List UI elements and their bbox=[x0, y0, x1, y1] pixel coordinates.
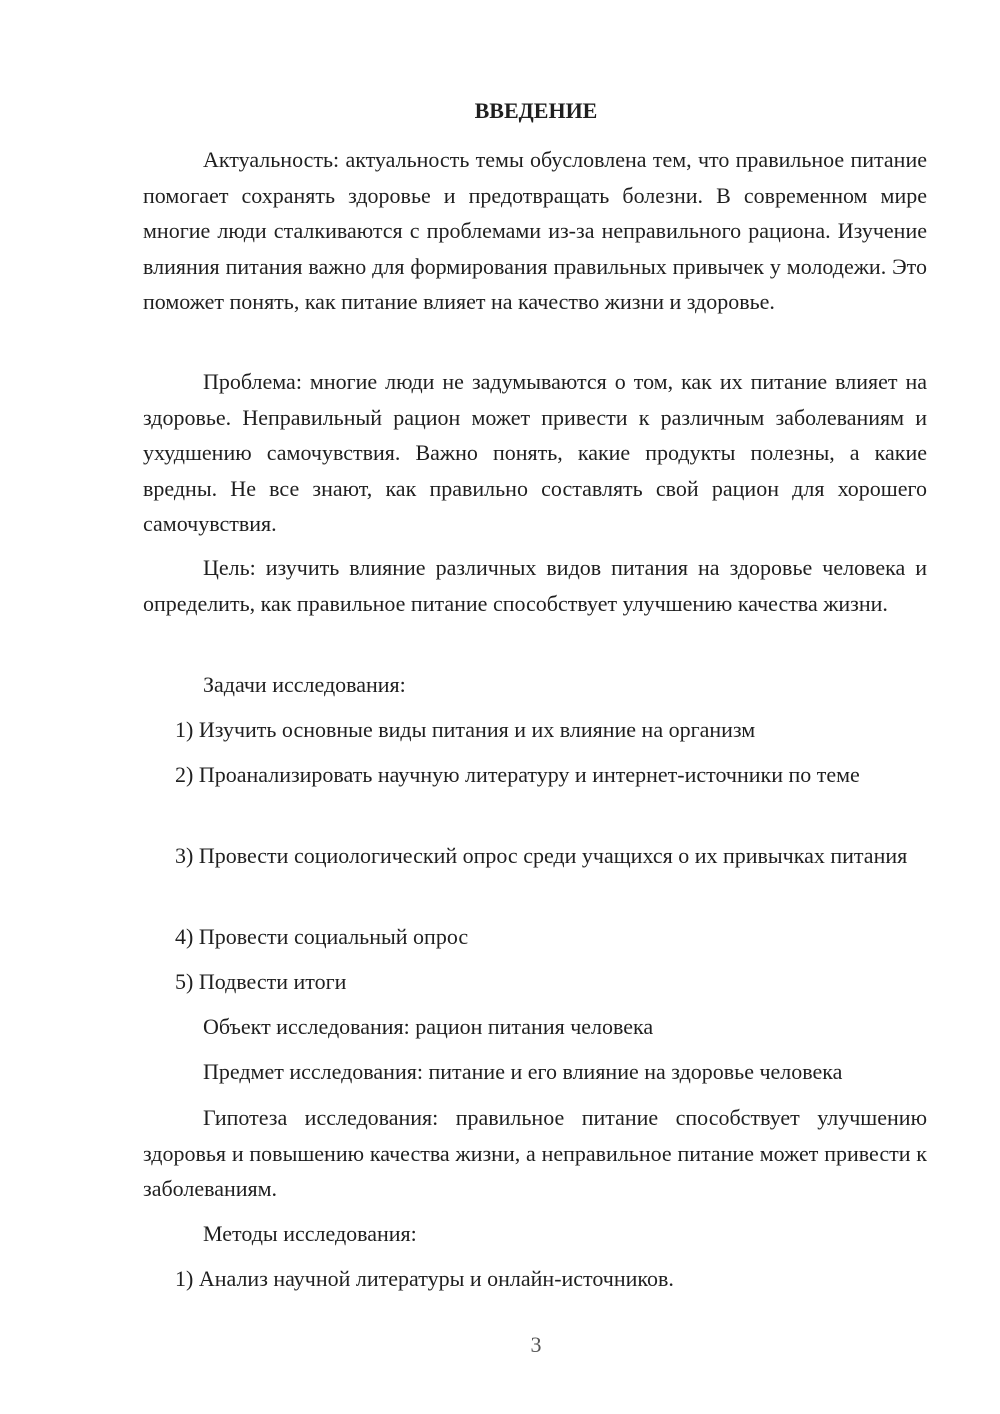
methods-heading: Методы исследования: bbox=[203, 1221, 417, 1246]
tasks-heading: Задачи исследования: bbox=[203, 672, 406, 697]
task-item-2: 2) Проанализировать научную литературу и интернет-источники по теме bbox=[175, 762, 860, 787]
task-item-5: 5) Подвести итоги bbox=[175, 969, 347, 994]
page-title: ВВЕДЕНИЕ bbox=[474, 98, 598, 123]
object-line: Объект исследования: рацион питания человека bbox=[203, 1014, 654, 1039]
goal-paragraph: Цель: изучить влияние различных видов питания на здоровье человека и определить, как правильное питание способствует улучшению качества жизни. bbox=[143, 555, 927, 616]
relevance-paragraph: Актуальность: актуальность темы обусловлена тем, что правильное питание помогает сохранять здоровье и предотвращать болезни. В современном мире многие люди сталкиваются с проблемами из-за неправильного рациона. Изучение влияния питания важно для формирования правильных привычек у молодежи. Это поможет понять, как питание влияет на качество жизни и здоровье. bbox=[143, 147, 927, 314]
task-item-1: 1) Изучить основные виды питания и их влияние на организм bbox=[175, 717, 756, 742]
task-item-4: 4) Провести социальный опрос bbox=[175, 924, 469, 949]
method-item-1: 1) Анализ научной литературы и онлайн-источников. bbox=[175, 1266, 674, 1291]
problem-paragraph: Проблема: многие люди не задумываются о том, как их питание влияет на здоровье. Неправильный рацион может привести к различным заболеваниям и ухудшению самочувствия. Важно понять, какие продукты полезны, а какие вредны. Не все знают, как правильно составлять свой рацион для хорошего самочувствия. bbox=[143, 369, 927, 536]
subject-line: Предмет исследования: питание и его влияние на здоровье человека bbox=[203, 1059, 843, 1084]
hypothesis-paragraph: Гипотеза исследования: правильное питание способствует улучшению здоровья и повышению качества жизни, а неправильное питание может привести к заболеваниям. bbox=[143, 1105, 927, 1201]
page-number: 3 bbox=[530, 1332, 542, 1357]
task-item-3: 3) Провести социологический опрос среди учащихся о их привычках питания bbox=[175, 843, 908, 868]
